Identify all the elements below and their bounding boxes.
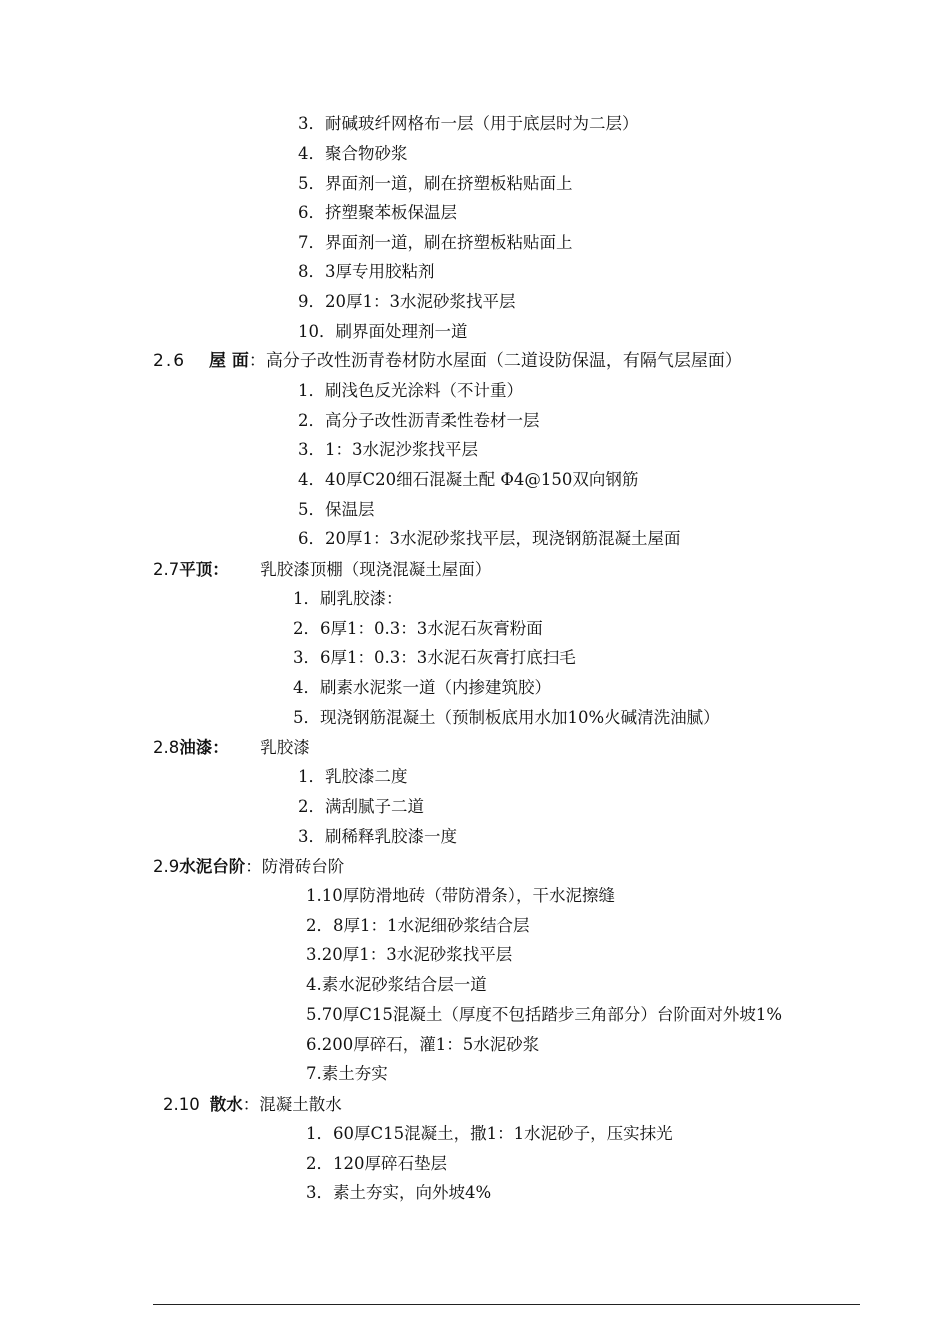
section-title: 油漆： [179, 738, 229, 757]
section-subtitle: ：高分子改性沥青卷材防水屋面（二道设防保温，有隔气层屋面） [248, 351, 742, 371]
section-title: 散水 [209, 1095, 243, 1114]
list-item: 2．8厚1：1水泥细砂浆结合层 [306, 916, 530, 935]
section-subtitle: 乳胶漆 [260, 738, 310, 757]
section-heading-2-10 [163, 1094, 342, 1116]
footer-divider [153, 1304, 860, 1305]
section-number: 2.7 [153, 560, 180, 579]
list-item: 8．3厚专用胶粘剂 [298, 262, 435, 281]
section-heading-2-9 [153, 856, 344, 878]
list-item: 2．高分子改性沥青柔性卷材一层 [298, 411, 540, 430]
section-subtitle: ：防滑砖台阶 [245, 857, 345, 876]
section-number: 2.10 [163, 1095, 200, 1114]
list-item: 5．现浇钢筋混凝土（预制板底用水加10%火碱清洗油腻） [293, 708, 720, 727]
section-number: 2.8 [153, 738, 180, 757]
list-item: 6．20厚1：3水泥砂浆找平层，现浇钢筋混凝土屋面 [298, 529, 681, 548]
section-title: 平顶： [179, 560, 229, 579]
section-heading-2-6 [153, 350, 742, 372]
list-item: 7．界面剂一道，刷在挤塑板粘贴面上 [298, 233, 573, 252]
list-item: 2．满刮腻子二道 [298, 797, 424, 816]
list-item: 6.200厚碎石，灌1：5水泥砂浆 [306, 1035, 540, 1054]
list-item: 2．120厚碎石垫层 [306, 1154, 447, 1173]
list-item: 5．界面剂一道，刷在挤塑板粘贴面上 [298, 174, 573, 193]
list-item: 6．挤塑聚苯板保温层 [298, 203, 457, 222]
list-item: 1．刷乳胶漆： [293, 589, 403, 608]
section-heading-2-8 [153, 737, 310, 759]
list-item: 3．1：3水泥沙浆找平层 [298, 440, 478, 459]
list-item: 4.素水泥砂浆结合层一道 [306, 975, 487, 994]
list-item: 4．刷素水泥浆一道（内掺建筑胶） [293, 678, 551, 697]
section-subtitle: 乳胶漆顶棚（现浇混凝土屋面） [260, 560, 492, 579]
list-item: 3．素土夯实，向外坡4% [306, 1183, 492, 1202]
section-number: 2.6 [153, 351, 187, 371]
list-item: 4．聚合物砂浆 [298, 144, 408, 163]
list-item: 5.70厚C15混凝土（厚度不包括踏步三角部分）台阶面对外坡1% [306, 1005, 783, 1024]
list-item: 7.素土夯实 [306, 1064, 388, 1083]
list-item: 1．乳胶漆二度 [298, 767, 408, 786]
section-heading-2-7 [153, 559, 491, 581]
list-item: 2．6厚1：0.3：3水泥石灰膏粉面 [293, 619, 543, 638]
list-item: 9．20厚1：3水泥砂浆找平层 [298, 292, 516, 311]
list-item: 1．60厚C15混凝土，撒1：1水泥砂子，压实抹光 [306, 1124, 673, 1143]
list-item: 10．刷界面处理剂一道 [298, 322, 468, 341]
section-subtitle: ：混凝土散水 [242, 1095, 342, 1114]
list-item: 1．刷浅色反光涂料（不计重） [298, 381, 523, 400]
section-number: 2.9 [153, 857, 180, 876]
list-item: 1.10厚防滑地砖（带防滑条），干水泥擦缝 [306, 886, 615, 905]
list-item: 3．刷稀释乳胶漆一度 [298, 827, 457, 846]
list-item: 5．保温层 [298, 500, 375, 519]
list-item: 3．6厚1：0.3：3水泥石灰膏打底扫毛 [293, 648, 576, 667]
list-item: 3.20厚1：3水泥砂浆找平层 [306, 945, 513, 964]
section-title: 屋 面 [209, 351, 249, 371]
section-title: 水泥台阶 [179, 857, 246, 876]
list-item: 3．耐碱玻纤网格布一层（用于底层时为二层） [298, 114, 639, 133]
list-item: 4．40厚C20细石混凝土配 Φ4@150双向钢筋 [298, 470, 639, 489]
